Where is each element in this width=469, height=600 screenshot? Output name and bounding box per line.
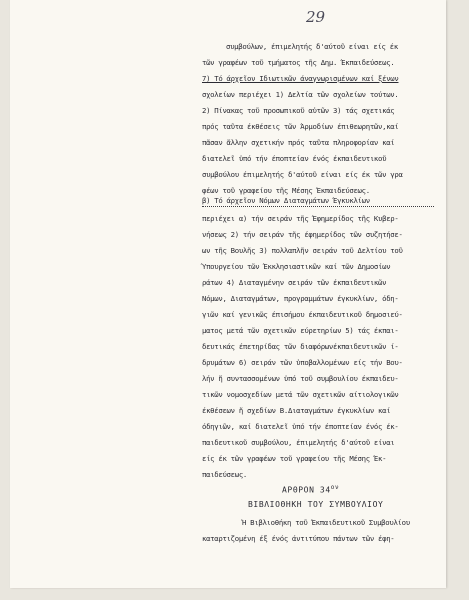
text-line: συμβούλων, έπιμελητής δ'αύτοῦ είναι είς έκ — [226, 42, 398, 51]
text-line: Ἡ Βιβλιοθήκη τοῦ Έκπαιδευτικοῦ Συμβουλίου — [242, 518, 410, 527]
text-line: φέων τοῦ γραφείου τῆς Μέσης Έκπαιδεύσεως. — [202, 186, 370, 195]
text-line: παιδεύσεως. — [202, 470, 248, 479]
text-line: γιῶν καί γενικῶς έπισήμου έκπαιδευτικοῦ δημοσιεύ- — [202, 310, 403, 319]
dotted-underline — [202, 206, 434, 207]
article-heading — [282, 484, 339, 495]
text-line: είς έκ τῶν γραφέων τοῦ γραφείου τῆς Μέσης Έκ- — [202, 454, 387, 463]
text-line: δευτικάς έπετηρίδας τῶν διαφόρωνέκπαιδευτικῶν ί- — [202, 342, 399, 351]
text-line: πᾶσαν ἄλλην σχετικήν πρός ταῦτα πληροφορίαν καί — [202, 138, 395, 147]
text-line: ματος μετά τῶν σχετικῶν εύρετηρίων 5) τάς έκπαι- — [202, 326, 399, 335]
text-line: πρός ταῦτα έκθέσεις τῶν Άρμοδίων έπιθεωρητῶν,καί — [202, 122, 399, 131]
page-number: 29 — [306, 8, 326, 26]
text-line: περιέχει α) τήν σειράν τῆς Έφημερίδος τῆς Κυβερ- — [202, 214, 399, 223]
text-line: παιδευτικοῦ συμβούλου, έπιμελητής δ'αύτοῦ είναι — [202, 438, 395, 447]
text-line: τῶν γραφέων τοῦ τμήματος τῆς Δημ. Έκπαιδεύσεως. — [202, 58, 395, 67]
text-line: ράτων 4) Διαταγμένην σειράν τῶν έκπαιδευτικῶν — [202, 278, 387, 287]
article-heading-text: ΑΡΘΡΟΝ 34 — [282, 485, 331, 495]
text-line: όδηγιῶν, καί διατελεῖ ὑπό τήν έποπτείαν ένός έκ- — [202, 422, 399, 431]
text-line: 7) Τό άρχεῖον Ιδιωτικῶν άναγνωρισμένων καί ξένων — [202, 74, 399, 83]
text-line: έκθέσεων ἤ σχεδίων Β.Διαταγμάτων έγκυκλίων καί — [202, 406, 391, 415]
text-line: ων τῆς Βουλῆς 3) πολλαπλῆν σειράν τοῦ Δελτίου τοῦ — [202, 246, 403, 255]
text-line: λήν ἤ συντασσομένων ὑπό τοῦ συμβουλίου έκπαιδευ- — [202, 374, 399, 383]
text-line: διατελεῖ ὑπό τήν έποπτείαν ένός έκπαιδευτικοῦ — [202, 154, 387, 163]
text-line: β) Τό άρχεῖον Νόμων Διαταγμάτων Έγκυκλίων — [202, 196, 370, 205]
text-line: νήσεως 2) τήν σειράν τῆς έφημερίδος τῶν συζητήσε- — [202, 230, 403, 239]
text-line: τικῶν νομοσχεδίων μετά τῶν σχετικῶν αίτιολογικῶν — [202, 390, 399, 399]
text-line: σχολείων περιέχει 1) Δελτία τῶν σχολείων τούτων. — [202, 90, 399, 99]
text-line: 2) Πίνακας τοῦ προσωπικοῦ αὐτῶν 3) τάς σχετικάς — [202, 106, 395, 115]
article-title: ΒΙΒΛΙΟΘΗΚΗ ΤΟΥ ΣΥΜΒΟΥΛΙΟΥ — [248, 500, 384, 509]
text-line: Ύπουργείου τῶν Έκκλησιαστικῶν καί τῶν Δημοσίων — [202, 262, 391, 271]
text-line: καταρτιζομένη έξ ένός άντιτύπου πάντων τῶν έφη- — [202, 534, 395, 543]
text-line: Νόμων, Διαταγμάτων, προγραμμάτων έγκυκλίων, όδη- — [202, 294, 399, 303]
text-line: δρυμάτων 6) σειράν τῶν ὑποβαλλομένων είς τήν Βου- — [202, 358, 403, 367]
article-heading-suffix: ον — [330, 484, 340, 491]
document-page — [10, 0, 446, 588]
text-line: συμβούλου έπιμελητής δ'αύτοῦ είναι είς έκ τῶν γρα — [202, 170, 403, 179]
